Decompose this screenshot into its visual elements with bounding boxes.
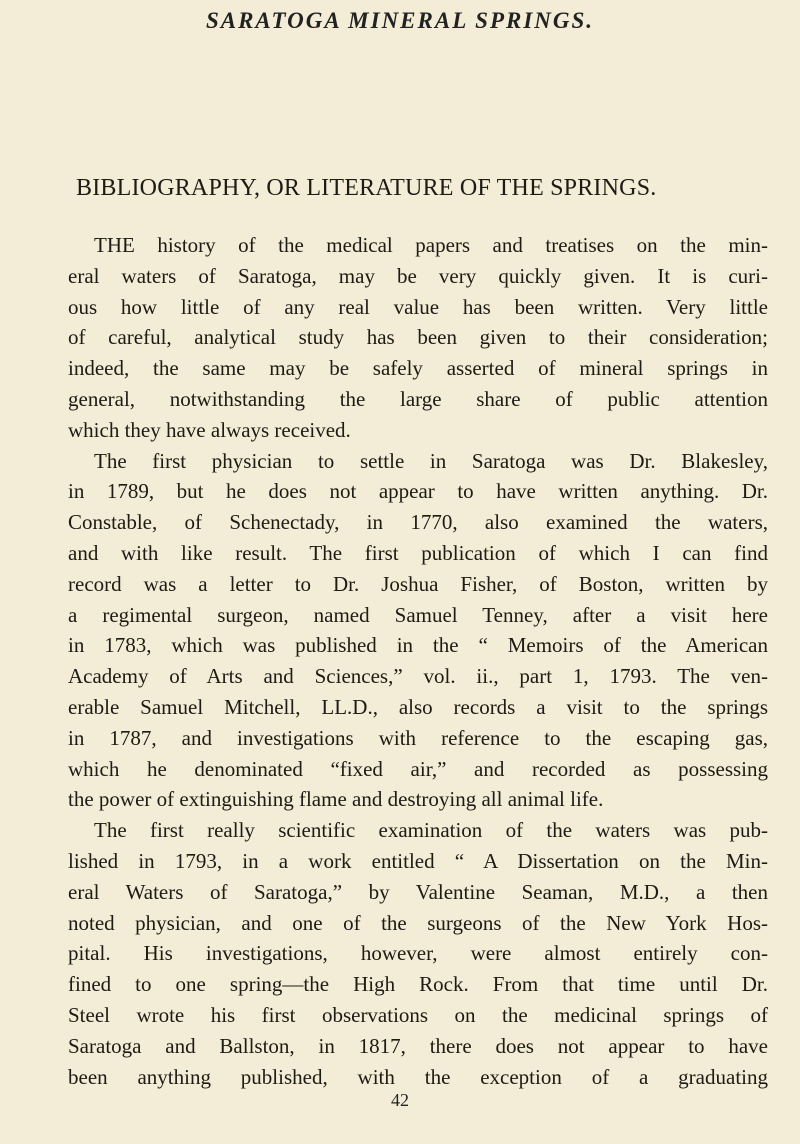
section-title: BIBLIOGRAPHY, OR LITERATURE OF THE SPRINGS.	[76, 175, 657, 201]
text-line: erable Samuel Mitchell, LL.D., also records a visit to the springs	[68, 694, 768, 719]
text-line: of careful, analytical study has been given to their consideration;	[68, 325, 768, 350]
text-line: The first physician to settle in Saratoga was Dr. Blakesley,	[94, 448, 768, 473]
text-line: in 1787, and investigations with reference to the escaping gas,	[68, 725, 768, 750]
text-line: Saratoga and Ballston, in 1817, there does not appear to have	[68, 1033, 768, 1058]
text-line: indeed, the same may be safely asserted of mineral springs in	[68, 356, 768, 381]
text-line: The first really scientific examination of the waters was pub-	[94, 818, 768, 843]
text-line: a regimental surgeon, named Samuel Tenney, after a visit here	[68, 602, 768, 627]
text-line: been anything published, with the exception of a graduating	[68, 1064, 768, 1089]
text-line: in 1783, which was published in the “ Memoirs of the American	[68, 633, 768, 658]
text-line: record was a letter to Dr. Joshua Fisher, of Boston, written by	[68, 571, 768, 596]
text-line: which they have always received.	[68, 417, 351, 442]
text-line: THE history of the medical papers and treatises on the min-	[94, 233, 768, 257]
text-line: eral waters of Saratoga, may be very quickly given. It is curi-	[68, 263, 768, 288]
text-line: pital. His investigations, however, were almost entirely con-	[68, 941, 768, 966]
text-line: eral Waters of Saratoga,” by Valentine Seaman, M.D., a then	[68, 879, 768, 904]
running-head: SARATOGA MINERAL SPRINGS.	[205, 8, 595, 33]
text-line: ous how little of any real value has been written. Very little	[68, 294, 768, 319]
text-line: general, notwithstanding the large share of public attention	[68, 386, 768, 411]
text-line: lished in 1793, in a work entitled “ A Dissertation on the Min-	[68, 848, 768, 873]
text-line: noted physician, and one of the surgeons of the New York Hos-	[68, 910, 768, 935]
text-line: Academy of Arts and Sciences,” vol. ii., part 1, 1793. The ven-	[68, 664, 768, 689]
text-line: the power of extinguishing flame and destroying all animal life.	[68, 787, 604, 812]
text-line: Constable, of Schenectady, in 1770, also examined the waters,	[68, 510, 768, 535]
body-text	[68, 230, 768, 1092]
text-line: and with like result. The first publication of which I can find	[68, 540, 768, 565]
text-line: in 1789, but he does not appear to have written anything. Dr.	[68, 479, 768, 504]
page-number: 42	[391, 1090, 409, 1110]
text-line: fined to one spring—the High Rock. From that time until Dr.	[68, 972, 768, 997]
text-line: which he denominated “fixed air,” and recorded as possessing	[68, 756, 768, 781]
text-line: Steel wrote his first observations on the medicinal springs of	[68, 1002, 768, 1027]
